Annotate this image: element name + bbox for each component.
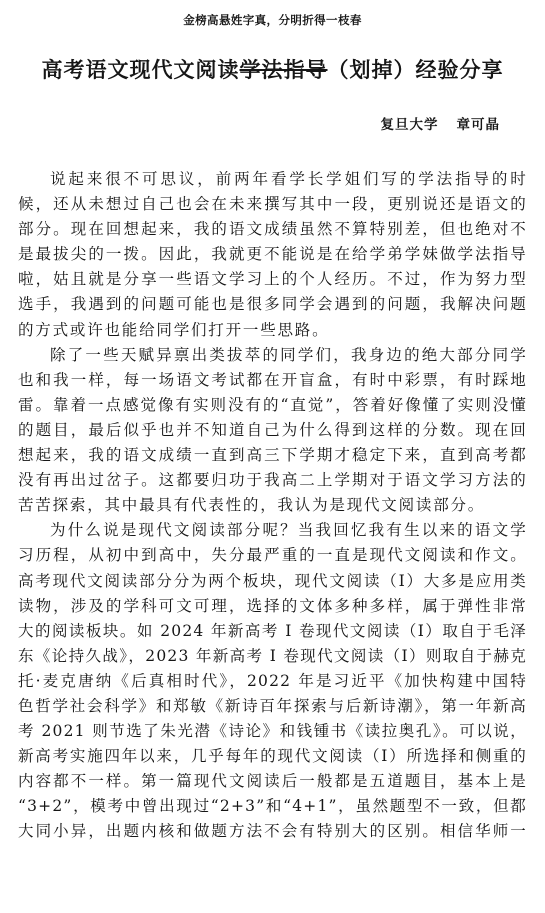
author-name: 章可晶 (456, 117, 500, 133)
body-line: 说起来很不可思议，前两年看学长学姐们写的学法指导的时 (50, 170, 527, 188)
body-line: 除了一些天赋异禀出类拔萃的同学们，我身边的绝大部分同学 (50, 345, 527, 364)
body-line: 也和我一样，每一场语文考试都在开盲盒，有时中彩票，有时踩地 (18, 370, 527, 389)
body-line: 没有再出过岔子。这都要归功于我高二上学期对于语文学习方法的 (18, 471, 527, 490)
body-line: 高考现代文阅读部分分为两个板块，现代文阅读（I）大多是应用类 (18, 571, 527, 590)
body-line: 部分。现在回想起来，我的语文成绩虽然不算特别差，但也绝对不 (18, 220, 527, 239)
body-line: 内容都不一样。第一篇现代文阅读后一般都是五道题目，基本上是 (18, 772, 527, 791)
byline (381, 115, 501, 135)
body-line: 读物，涉及的学科可文可理，选择的文体多种多样，属于弹性非常 (18, 596, 527, 615)
body-line: 是最拔尖的一拨。因此，我就更不能说是在给学弟学妹做学法指导 (18, 245, 527, 264)
body-line: 的方式或许也能给同学们打开一些思路。 (18, 320, 330, 339)
body-line: 苦苦探索，其中最具有代表性的，我认为是现代文阅读部分。 (18, 496, 486, 515)
paragraph-1 (18, 167, 527, 343)
body-line: 托·麦克唐纳《后真相时代》，2022 年是习近平《加快构建中国特 (18, 671, 527, 690)
title-text-after: （划掉）经验分享 (327, 57, 504, 82)
paragraph-3 (18, 518, 527, 844)
title-text-before: 高考语文现代文阅读 (41, 57, 240, 82)
body-line: “3+2”，模考中曾出现过“2+3”和“4+1”，虽然题型不一致，但都 (18, 797, 527, 816)
body-line: 啦，姑且就是分享一些语文学习上的个人经历。不过，作为努力型 (18, 270, 527, 289)
body-line: 候，还从未想过自己也会在未来撰写其中一段，更别说还是语文的 (18, 195, 527, 214)
body-line: 大的阅读板块。如 2024 年新高考 I 卷现代文阅读（I）取自于毛泽 (18, 621, 527, 640)
article-title (0, 56, 545, 84)
header-motto: 金榜高悬姓字真，分明折得一枝春 (183, 13, 362, 27)
body-line: 习历程，从初中到高中，失分最严重的一直是现代文阅读和作文。 (18, 546, 527, 565)
body-line: 为什么说是现代文阅读部分呢？当我回忆我有生以来的语文学 (50, 521, 527, 540)
body-line: 雷。靠着一点感觉像有实则没有的“直觉”，答着好像懂了实则没懂 (18, 395, 527, 414)
article-body (18, 167, 527, 845)
body-line: 新高考实施四年以来，几乎每年的现代文阅读（I）所选择和侧重的 (18, 747, 527, 766)
body-line: 选手，我遇到的问题可能也是很多同学会遇到的问题，我解决问题 (18, 295, 527, 314)
body-line: 色哲学社会科学》和郑敏《新诗百年探索与后新诗潮》，第一年新高 (18, 696, 527, 715)
body-line: 的题目，最后似乎也并不知道自己为什么得到这样的分数。现在回 (18, 420, 527, 439)
title-struck-text: 学法指导 (239, 57, 328, 82)
body-line: 考 2021 则节选了朱光潜《诗论》和钱锺书《读拉奥孔》。可以说， (18, 722, 527, 741)
body-line: 大同小异，出题内核和做题方法不会有特别大的区别。相信华师一 (18, 822, 527, 841)
body-line: 东《论持久战》，2023 年新高考 I 卷现代文阅读（I）则取自于赫克 (18, 646, 527, 665)
body-line: 想起来，我的语文成绩一直到高三下学期才稳定下来，直到高考都 (18, 446, 527, 465)
paragraph-2 (18, 343, 527, 519)
author-affiliation: 复旦大学 (380, 117, 439, 133)
